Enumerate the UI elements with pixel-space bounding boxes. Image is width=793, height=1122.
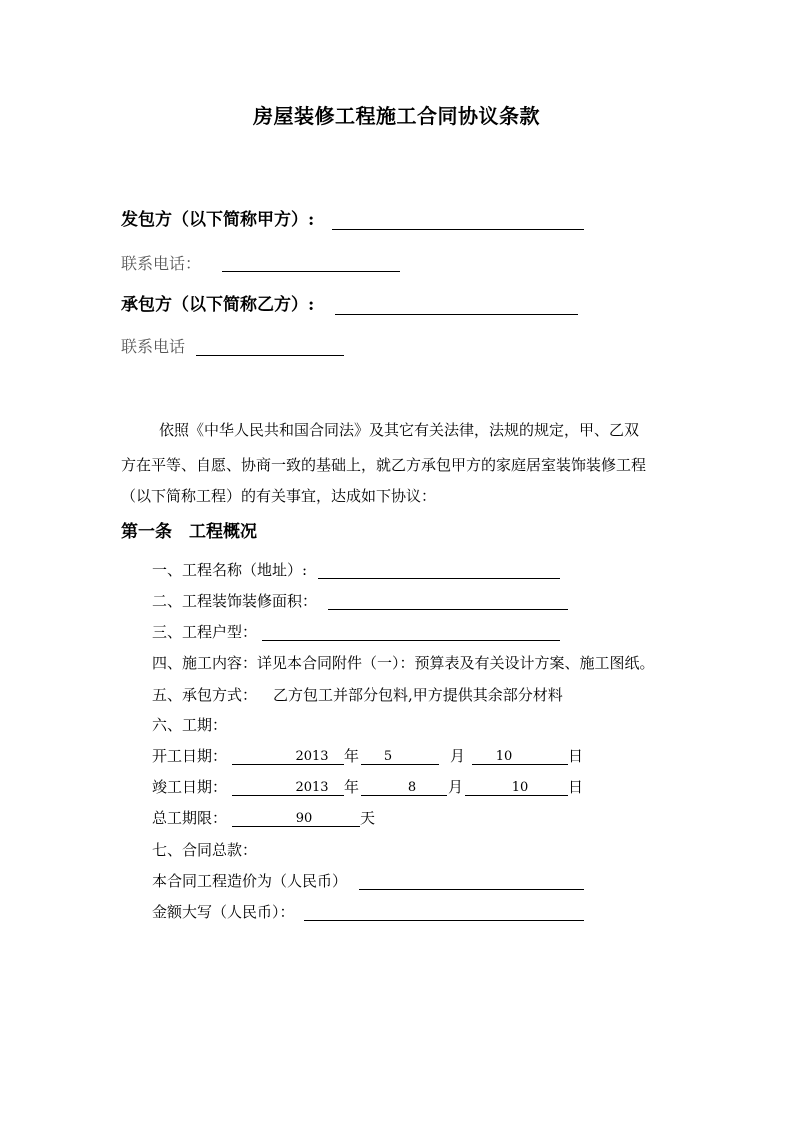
start-month-blank[interactable] — [361, 764, 439, 765]
area-blank[interactable] — [328, 609, 568, 610]
employer-name-blank[interactable] — [332, 229, 584, 230]
total-period-label: 总工期限： — [152, 809, 228, 827]
item-period: 六、工期： — [152, 716, 228, 734]
start-month-unit: 月 — [450, 747, 466, 765]
house-type-blank[interactable] — [262, 640, 560, 641]
contractor-phone-blank[interactable] — [196, 355, 344, 356]
section-1-heading: 第一条 工程概况 — [121, 522, 257, 542]
item-project-name: 一、工程名称（地址）: — [152, 561, 308, 579]
item-area: 二、工程装饰装修面积： — [152, 592, 318, 610]
start-year-unit: 年 — [344, 747, 360, 765]
item-contract-total: 七、合同总款： — [152, 841, 258, 859]
contractor-label: 承包方（以下简称乙方）: — [121, 295, 315, 315]
contractor-name-blank[interactable] — [335, 314, 578, 315]
contractor-phone-label: 联系电话 — [121, 337, 186, 356]
end-date-label: 竣工日期： — [152, 778, 228, 796]
start-date-label: 开工日期： — [152, 747, 228, 765]
contract-price-blank[interactable] — [359, 889, 584, 890]
end-month-value: 8 — [407, 780, 417, 795]
item-contract-mode-label: 五、承包方式： — [152, 686, 258, 704]
start-year-value: 2013 — [295, 749, 329, 764]
end-day-value: 10 — [511, 780, 529, 795]
item-house-type: 三、工程户型： — [152, 623, 258, 641]
amount-in-words-label: 金额大写（人民币）： — [152, 903, 295, 921]
end-month-blank[interactable] — [361, 795, 447, 796]
contract-price-label: 本合同工程造价为（人民币） — [152, 872, 348, 890]
start-day-unit: 日 — [568, 747, 584, 765]
start-day-blank[interactable] — [472, 764, 568, 765]
item-content: 四、施工内容：详见本合同附件（一）：预算表及有关设计方案、施工图纸。 — [152, 654, 655, 672]
end-day-unit: 日 — [568, 778, 584, 796]
total-days-blank[interactable] — [232, 826, 360, 827]
employer-label: 发包方（以下简称甲方）: — [121, 210, 315, 230]
intro-line-3: （以下简称工程）的有关事宜，达成如下协议： — [121, 487, 437, 505]
project-name-blank[interactable] — [318, 578, 560, 579]
amount-in-words-blank[interactable] — [304, 920, 584, 921]
page-title: 房屋装修工程施工合同协议条款 — [253, 104, 540, 128]
employer-phone-blank[interactable] — [222, 271, 400, 272]
total-days-unit: 天 — [360, 809, 376, 827]
end-day-blank[interactable] — [465, 795, 568, 796]
intro-line-2: 方在平等、自愿、协商一致的基础上，就乙方承包甲方的家庭居室装饰装修工程 — [121, 456, 647, 474]
end-year-value: 2013 — [295, 780, 329, 795]
total-days-value: 90 — [295, 811, 313, 826]
start-day-value: 10 — [495, 749, 513, 764]
intro-line-1: 依照《中华人民共和国合同法》及其它有关法律，法规的规定，甲、乙双 — [159, 421, 640, 439]
end-year-blank[interactable] — [232, 795, 344, 796]
start-year-blank[interactable] — [232, 764, 344, 765]
end-month-unit: 月 — [448, 778, 464, 796]
employer-phone-label: 联系电话： — [121, 254, 202, 273]
end-year-unit: 年 — [344, 778, 360, 796]
start-month-value: 5 — [383, 749, 393, 764]
item-contract-mode-value: 乙方包工并部分包料,甲方提供其余部分材料 — [273, 686, 563, 704]
